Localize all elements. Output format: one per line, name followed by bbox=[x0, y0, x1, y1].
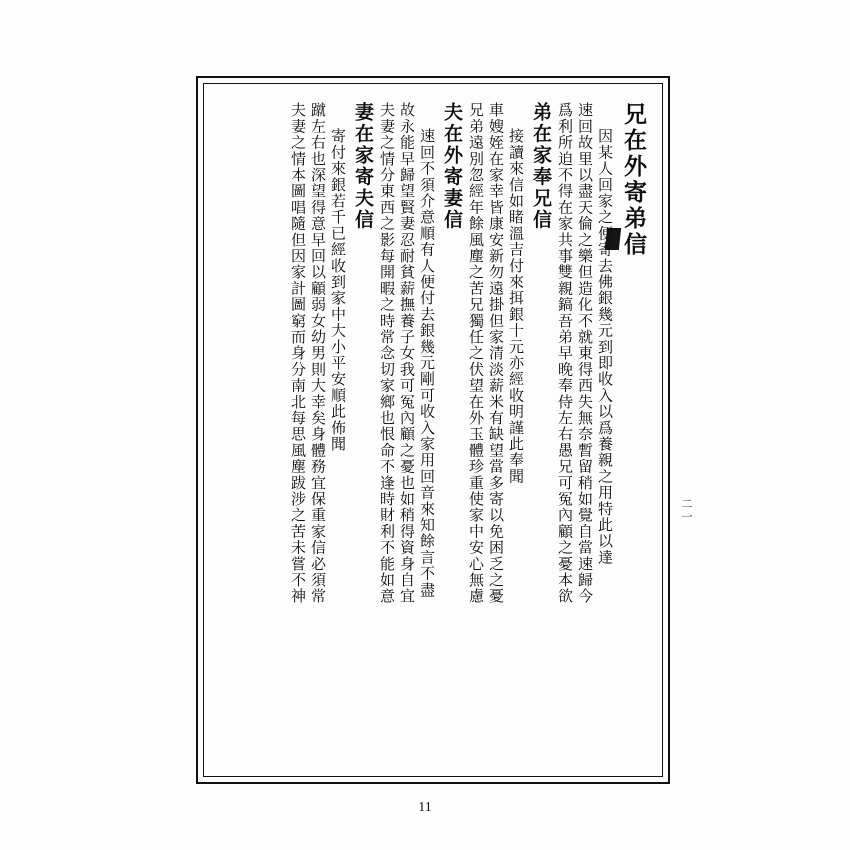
section-2-line-1: 接讀來信如睹溫吉付來挕銀十元亦經收明謹此奉聞 bbox=[507, 128, 525, 485]
vertical-text-body bbox=[208, 90, 658, 772]
section-1-line-3: 爲利所迫不得在家共事雙親鎬吾弟早晚奉侍左右愚兄可冤內顧之憂本欲 bbox=[556, 102, 574, 605]
section-4-line-3: 夫妻之情本圖唱隨但因家計圖窮而身分南北每思風塵跋涉之苦未嘗不神 bbox=[289, 102, 307, 605]
section-2-line-3: 兄弟遠別忽經年餘風塵之苦兄獨任之伏望在外玉體珍重使家中安心無慮 bbox=[467, 102, 485, 605]
section-1-line-1: 因某人回家之便寄去佛銀幾元到即收入以爲養親之用特此以達 bbox=[596, 128, 614, 566]
section-title-1: 兄在外寄弟信 bbox=[620, 102, 647, 258]
section-4-line-1: 寄付來銀若千已經收到家中大小平安順此佈聞 bbox=[329, 128, 347, 452]
section-2-line-2: 車嫂姪在家幸皆康安新勿遠掛但家清淡薪米有缺望當多寄以免困乏之憂 bbox=[487, 102, 505, 605]
section-title-3: 夫在外寄妻信 bbox=[441, 102, 463, 231]
section-3-line-2: 故永能早歸望賢妻忍耐貧薪撫養子女我可冤內顧之憂也如稍得資身自宜 bbox=[398, 102, 416, 605]
section-1-line-2: 速回故里以盡天倫之樂但造化不就東得西失無奈暫留稍如覺自當速歸今 bbox=[576, 102, 594, 605]
edge-marks: 二一 bbox=[680, 498, 693, 524]
section-4-line-2: 蹴左右也深望得意早回以顧弱女幼男則大幸矣身體務宜保重家信必須常 bbox=[309, 102, 327, 605]
section-title-4: 妻在家寄夫信 bbox=[352, 102, 374, 231]
section-title-2: 弟在家奉兄信 bbox=[530, 102, 552, 231]
page-number: 11 bbox=[418, 800, 432, 815]
section-3-line-3: 夫妻之情分東西之影每開暇之時常念切家鄉也恨命不逢時財利不能如意 bbox=[378, 102, 396, 605]
section-3-line-1: 速回不須介意順有人便付去銀幾元剛可收入家用回音來知餘言不盡 bbox=[418, 128, 436, 598]
page-border-outer bbox=[196, 76, 693, 784]
